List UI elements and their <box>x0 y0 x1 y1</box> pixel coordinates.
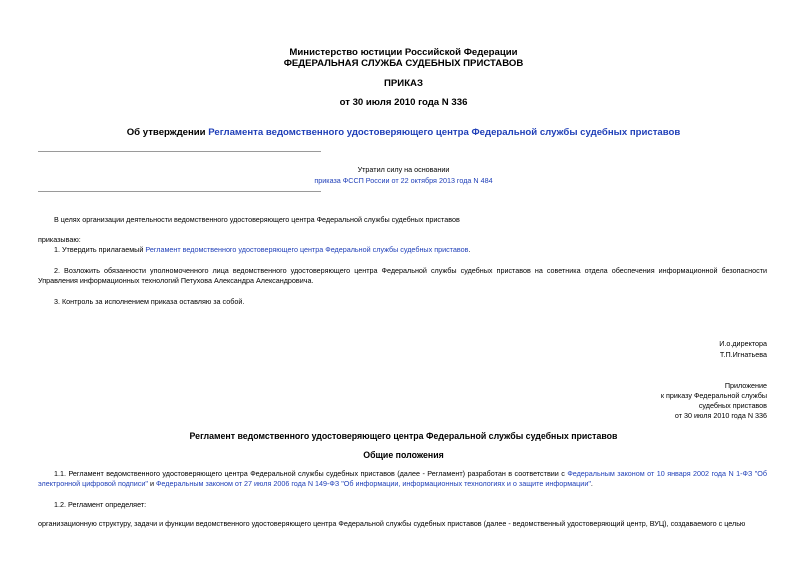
appendix-line-2: к приказу Федеральной службы <box>660 391 767 400</box>
doc-type-heading: ПРИКАЗ <box>384 78 423 89</box>
divider-bottom <box>38 191 321 192</box>
item-1-suffix: . <box>468 245 471 254</box>
doc-title-prefix: Об утверждении <box>126 127 209 138</box>
item-2: 2. Возложить обязанности уполномоченного лица ведомственного удостоверяющего центра Федеральной службы судебных приставов на советника отдела обеспечения информационной безопасности Управления информационных технологий Петухова Александра Александровича. <box>38 266 767 285</box>
signature-name: Т.П.Игнатьева <box>719 350 767 359</box>
law-149-fz-link[interactable]: Федеральным законом от 27 июля 2006 года N 149-ФЗ "Об информации, информационных технологиях и о защите информации" <box>155 479 591 488</box>
p11-text-b: и <box>147 479 156 488</box>
regulation-title-link[interactable]: Регламента ведомственного удостоверяющего центра Федеральной службы судебных приставов <box>208 127 681 138</box>
paragraph-1-1 <box>38 469 767 489</box>
order-word: приказываю: <box>38 235 81 244</box>
section-heading: Общие положения <box>363 450 444 460</box>
divider-top <box>38 151 321 152</box>
item-1 <box>38 245 767 255</box>
doc-title <box>0 127 807 138</box>
appendix-line-1: Приложение <box>724 381 767 390</box>
p11-text-c: . <box>590 479 593 488</box>
item-1-link[interactable]: Регламент ведомственного удостоверяющего центра Федеральной службы судебных приставов <box>145 245 469 254</box>
p11-text-a: 1.1. Регламент ведомственного удостоверяющего центра Федеральной службы судебных приставов (далее - Регламент) разработан в соответствии с <box>54 469 568 478</box>
intro-paragraph: В целях организации деятельности ведомственного удостоверяющего центра Федеральной службы судебных приставов <box>54 215 460 224</box>
appendix-line-4: от 30 июля 2010 года N 336 <box>674 411 767 420</box>
signature-position: И.о.директора <box>719 339 767 348</box>
regulation-title: Регламент ведомственного удостоверяющего центра Федеральной службы судебных приставов <box>189 431 618 441</box>
status-link[interactable]: приказа ФССП России от 22 октября 2013 года N 484 <box>314 176 493 185</box>
law-1-fz-link[interactable]: Федеральным законом от 10 января 2002 года N 1-ФЗ "Об электронной цифровой подписи" <box>38 469 768 488</box>
item-1-prefix: 1. Утвердить прилагаемый <box>54 245 146 254</box>
service-heading: ФЕДЕРАЛЬНАЯ СЛУЖБА СУДЕБНЫХ ПРИСТАВОВ <box>283 58 524 69</box>
appendix-line-3: судебных приставов <box>698 401 767 410</box>
doc-date: от 30 июля 2010 года N 336 <box>339 97 468 108</box>
item-3: 3. Контроль за исполнением приказа оставляю за собой. <box>54 297 245 306</box>
paragraph-1-2: 1.2. Регламент определяет: <box>54 500 147 509</box>
ministry-heading: Министерство юстиции Российской Федерации <box>289 47 518 58</box>
status-text: Утратил силу на основании <box>357 165 450 174</box>
paragraph-1-3: организационную структуру, задачи и функции ведомственного удостоверяющего центра Федеральной службы судебных приставов (далее - ведомственный удостоверяющий центр, ВУЦ), создаваемого с целью <box>38 519 746 528</box>
